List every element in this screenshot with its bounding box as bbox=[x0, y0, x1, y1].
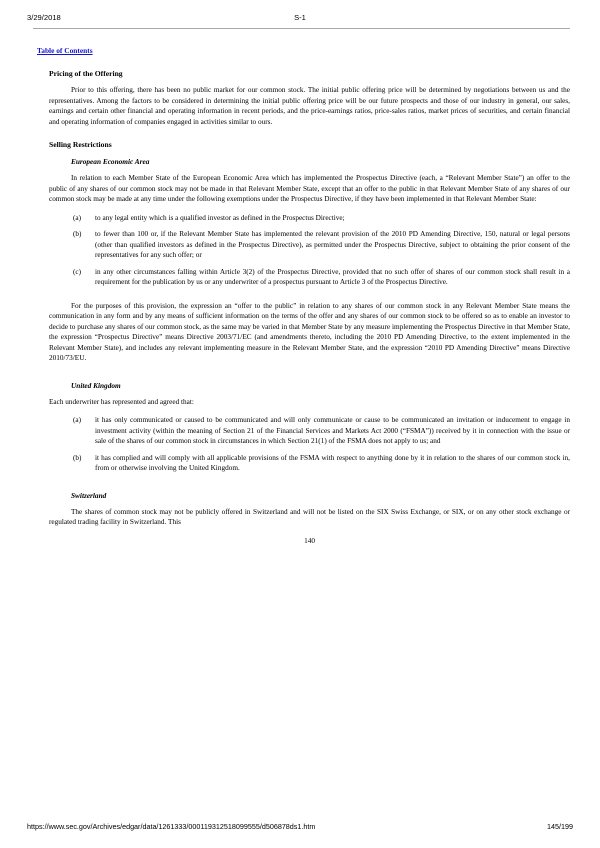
list-item-marker: (b) bbox=[73, 230, 82, 239]
spacer bbox=[49, 482, 570, 491]
table-of-contents-link-container bbox=[0, 40, 600, 58]
print-header-document-title: S-1 bbox=[294, 13, 306, 22]
prospectus-body bbox=[0, 69, 600, 545]
list-item bbox=[49, 415, 570, 447]
paragraph-uk-intro: Each underwriter has represented and agreed that: bbox=[49, 397, 194, 406]
list-item-text: it has only communicated or caused to be communicated and will only communicate or cause to be communicated an invitation or inducement to engage in investment activity (within the meaning of Section 21 of the Financial Services and Markets Act 2000 (“FSMA”)) received by it in connection with the issue or sale of the shares of our common stock in circumstances in which Section 21(1) of the FSMA does not apply to us; and bbox=[95, 416, 570, 446]
document-content bbox=[0, 40, 600, 545]
list-item bbox=[49, 229, 570, 261]
subheading-united-kingdom: United Kingdom bbox=[71, 380, 121, 390]
list-item-marker: (a) bbox=[73, 416, 82, 425]
page-number: 140 bbox=[304, 536, 315, 545]
list-eea-exemptions bbox=[49, 213, 570, 288]
list-item bbox=[49, 267, 570, 288]
heading-selling-restrictions: Selling Restrictions bbox=[49, 140, 112, 150]
subheading-european-economic-area: European Economic Area bbox=[71, 156, 150, 166]
spacer bbox=[49, 372, 570, 381]
list-item bbox=[49, 213, 570, 224]
heading-pricing-of-the-offering: Pricing of the Offering bbox=[49, 69, 123, 78]
print-footer-source-url: https://www.sec.gov/Archives/edgar/data/1261333/000119312518099555/d506878ds1.htm bbox=[27, 822, 316, 831]
print-footer-page-counter: 145/199 bbox=[547, 822, 573, 831]
print-header-date: 3/29/2018 bbox=[27, 13, 61, 22]
print-header bbox=[0, 13, 600, 27]
paragraph-pricing-of-the-offering: Prior to this offering, there has been no public market for our common stock. The initial public offering price will be determined by negotiations between us and the representatives. Among the factors to be considered in determining the initial public offering price will be our future prospects and those of our industry in general, our sales, earnings and certain other financial and operating information in recent periods, and the price-earnings ratios, price-sales ratios, market prices of securities, and certain financial and operating information of companies engaged in activities similar to ours. bbox=[49, 86, 570, 126]
paragraph-switzerland: The shares of common stock may not be publicly offered in Switzerland and will not be listed on the SIX Swiss Exchange, or SIX, or on any other stock exchange or regulated trading facility in Switzerland. This bbox=[49, 507, 570, 527]
list-item bbox=[49, 453, 570, 474]
print-footer bbox=[0, 822, 600, 836]
list-uk-representations bbox=[49, 415, 570, 474]
list-item-text: to any legal entity which is a qualified investor as defined in the Prospectus Directive; bbox=[95, 213, 345, 222]
list-item-marker: (c) bbox=[73, 267, 82, 276]
list-item-text: it has complied and will comply with all applicable provisions of the FSMA with respect to anything done by it in relation to the shares of our common stock in, from or otherwise involving the United Kingdom. bbox=[95, 453, 570, 473]
header-divider bbox=[33, 28, 570, 29]
list-item-marker: (a) bbox=[73, 213, 82, 222]
paragraph-eea-intro: In relation to each Member State of the European Economic Area which has implemented the Prospectus Directive (each, a “Relevant Member State”) an offer to the public of any shares of our common stock may not be made in that Relevant Member State, except that an offer to the public in that Relevant Member State of any shares of our common stock may be made at any time under the following exemptions under the Prospectus Directive, if they have been implemented in that Relevant Member State: bbox=[49, 174, 570, 204]
list-item-text: to fewer than 100 or, if the Relevant Member State has implemented the relevant provision of the 2010 PD Amending Directive, 150, natural or legal persons (other than qualified investors as defined in the Prospectus Directive), as permitted under the Prospectus Directive, subject to obtaining the prior consent of the representatives for any such offer; or bbox=[95, 230, 570, 260]
table-of-contents-link[interactable]: Table of Contents bbox=[37, 46, 93, 55]
paragraph-eea-offer-to-the-public-definition: For the purposes of this provision, the expression an “offer to the public” in relation to any shares of our common stock in any Relevant Member State means the communication in any form and by any means of sufficient information on the terms of the offer and any shares of our common stock to be offered so as to enable an investor to decide to purchase any shares of our common stock, as the same may be varied in that Member State by any measure implementing the Prospectus Directive in that Member State, the expression “Prospectus Directive” means Directive 2003/71/EC (and amendments thereto, including the 2010 PD Amending Directive, to the extent implemented in the Relevant Member State), and includes any relevant implementing measure in the Relevant Member State, and the expression “2010 PD Amending Directive” means Directive 2010/73/EU. bbox=[49, 301, 570, 363]
list-item-text: in any other circumstances falling within Article 3(2) of the Prospectus Directive, provided that no such offer of shares of our common stock shall result in a requirement for the publication by us or any underwriter of a prospectus pursuant to Article 3 of the Prospectus Directive. bbox=[95, 267, 570, 287]
list-item-marker: (b) bbox=[73, 453, 82, 462]
subheading-switzerland: Switzerland bbox=[71, 490, 107, 500]
